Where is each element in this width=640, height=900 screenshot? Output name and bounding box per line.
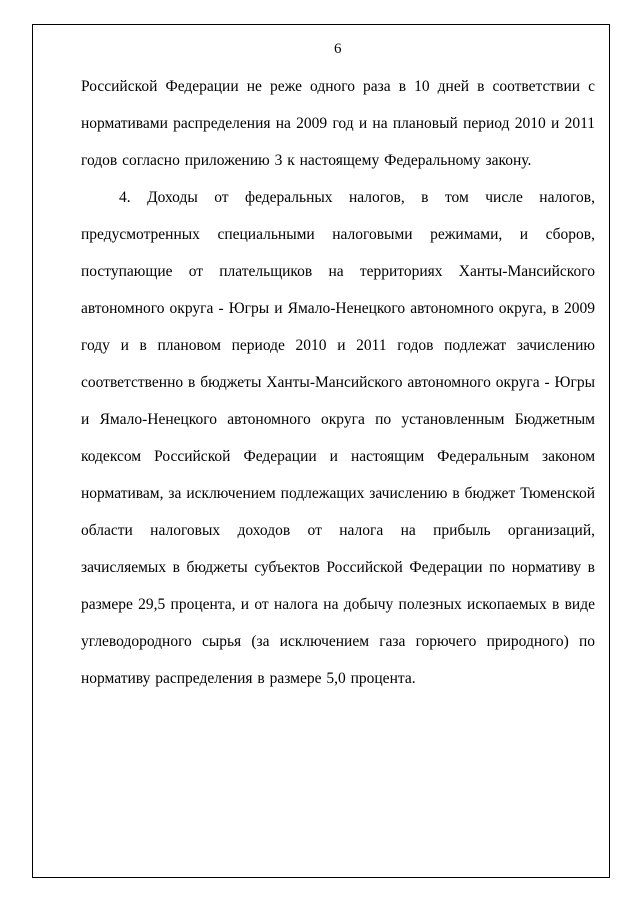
paragraph-continuation: Российской Федерации не реже одного раза в 10 дней в соответствии с нормативами распределения на 2009 год и на плановый период 2010 и 2011 годов согласно приложению 3 к настоящему Федеральному закону. bbox=[81, 78, 595, 169]
paragraph-item-4: 4. Доходы от федеральных налогов, в том числе налогов, предусмотренных специальными налоговыми режимами, и сборов, поступающие от плательщиков на территориях Ханты-Мансийского автономного округа - Югры и Ямало-Ненецкого автономного округа, в 2009 году и в плановом периоде 2010 и 2011 годов подлежат зачислению соответственно в бюджеты Ханты-Мансийского автономного округа - Югры и Ямало-Ненецкого автономного округа по установленным Бюджетным кодексом Российской Федерации и настоящим Федеральным законом нормативам, за исключением подлежащих зачислению в бюджет Тюменской области налоговых доходов от налога на прибыль организаций, зачисляемых в бюджеты субъектов Российской Федерации по нормативу в размере 29,5 процента, и от налога на добычу полезных ископаемых в виде углеводородного сырья (за исключением газа горючего природного) по нормативу распределения в размере 5,0 процента. bbox=[81, 189, 595, 687]
page-border bbox=[32, 24, 610, 878]
page-number: 6 bbox=[334, 41, 342, 57]
